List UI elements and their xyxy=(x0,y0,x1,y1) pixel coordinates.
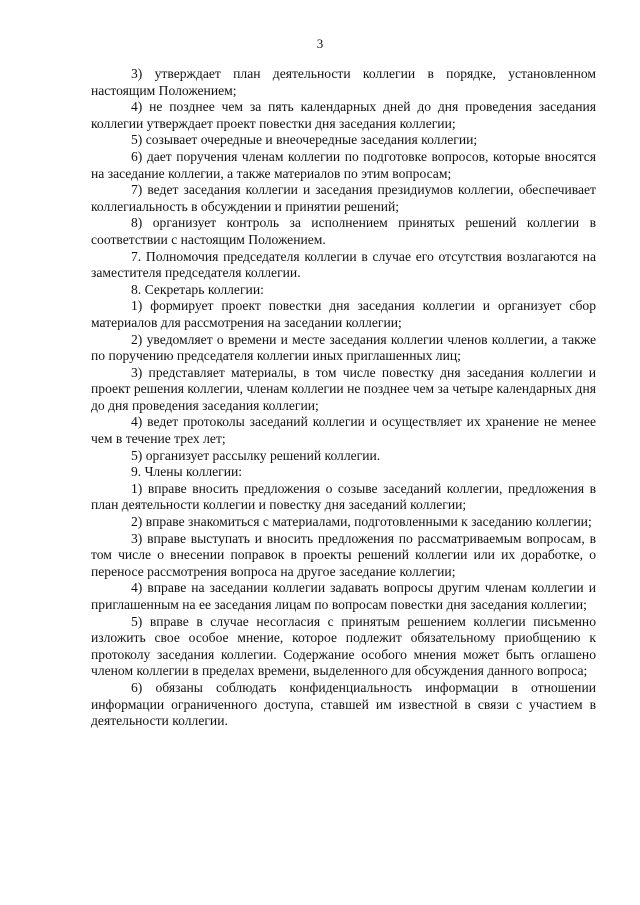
paragraph: 4) не позднее чем за пять календарных дней до дня проведения заседания коллегии утверждает проект повестки дня заседания коллегии; xyxy=(91,99,596,131)
paragraph: 3) вправе выступать и вносить предложения по рассматриваемым вопросам, в том числе о внесении поправок в проекты решений коллегии или их доработке, о переносе рассмотрения вопроса на другое заседание коллегии; xyxy=(91,530,596,579)
paragraph: 5) созывает очередные и внеочередные заседания коллегии; xyxy=(131,132,478,148)
paragraph: 4) ведет протоколы заседаний коллегии и осуществляет их хранение не менее чем в течение трех лет; xyxy=(91,414,596,447)
paragraph: 8) организует контроль за исполнением принятых решений коллегии в соответствии с настоящим Положением. xyxy=(91,215,596,247)
paragraph: 1) вправе вносить предложения о созыве заседаний коллегии, предложения в план деятельности коллегии и повестку дня заседаний коллегии; xyxy=(91,480,596,513)
paragraph: 3) представляет материалы, в том числе повестку дня заседания коллегии и проект решения коллегии, членам коллегии не позднее чем за четыре календарных дня до дня проведения заседания коллегии; xyxy=(91,364,596,413)
paragraph: 2) вправе знакомиться с материалами, подготовленными к заседанию коллегии; xyxy=(131,514,592,530)
paragraph: 6) дает поручения членам коллегии по подготовке вопросов, которые вносятся на заседание коллегии, а также материалов по этим вопросам; xyxy=(91,148,596,181)
paragraph: 5) вправе в случае несогласия с принятым решением коллегии письменно изложить свое особое мнение, которое подлежит обязательному приобщению к протоколу заседания коллегии. Содержание особого мнения может быть оглашено членом коллегии в пределах времени, выделенного для обсуждения данного вопроса; xyxy=(91,613,596,679)
section-heading: 8. Секретарь коллегии: xyxy=(131,281,264,297)
paragraph: 5) организует рассылку решений коллегии. xyxy=(131,447,381,463)
paragraph: 3) утверждает план деятельности коллегии в порядке, установленном настоящим Положением; xyxy=(91,66,596,98)
document-body xyxy=(91,66,596,730)
paragraph: 7) ведет заседания коллегии и заседания президиумов коллегии, обеспечивает коллегиальность в обсуждении и принятии решений; xyxy=(91,182,596,214)
paragraph: 2) уведомляет о времени и месте заседания коллегии членов коллегии, а также по поручению председателя коллегии иных приглашенных лиц; xyxy=(91,331,596,364)
paragraph: 1) формирует проект повестки дня заседания коллегии и организует сбор материалов для рассмотрения на заседании коллегии; xyxy=(91,298,596,330)
section-heading: 9. Члены коллегии: xyxy=(131,464,243,480)
paragraph: 4) вправе на заседании коллегии задавать вопросы другим членам коллегии и приглашенным на ее заседания лицам по вопросам повестки дня заседания коллегии; xyxy=(91,580,596,612)
section-paragraph: 7. Полномочия председателя коллегии в случае его отсутствия возлагаются на заместителя председателя коллегии. xyxy=(91,248,596,281)
paragraph: 6) обязаны соблюдать конфиденциальность информации в отношении информации ограниченного доступа, ставшей им известной в связи с участием в деятельности коллегии. xyxy=(91,679,596,729)
page-number: 3 xyxy=(316,36,324,51)
